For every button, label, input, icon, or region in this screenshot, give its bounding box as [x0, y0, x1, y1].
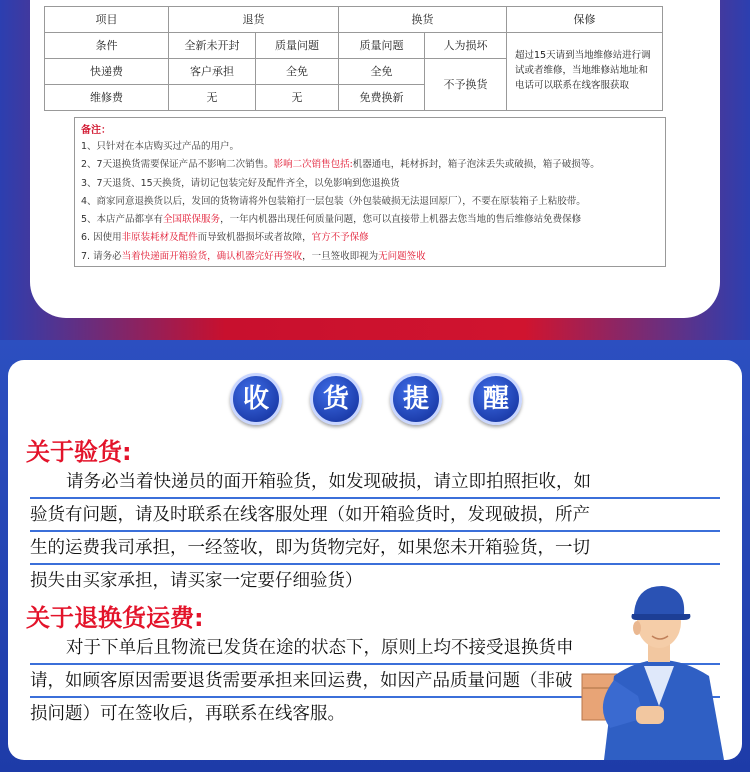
note-text: 4、商家同意退换货以后，发回的货物请将外包装箱打一层包装（外包装破损无法退回原厂），不要在原装箱子上粘胶带。: [81, 195, 586, 207]
title-char-badge: 醒: [470, 373, 522, 425]
row-label: 维修费: [45, 85, 169, 111]
row-label: 条件: [45, 33, 169, 59]
note-line: [81, 248, 659, 266]
table-cell: 客户承担: [169, 59, 256, 85]
notes-list: [81, 138, 659, 266]
note-highlight: 官方不予保修: [311, 232, 369, 244]
note-line: [81, 175, 659, 193]
table-cell: 无: [256, 85, 339, 111]
paragraph-line: 生的运费我司承担，一经签收，即为货物完好，如果您未开箱验货，一切: [30, 532, 720, 565]
note-text: 3、7天退货、15天换货，请切记包装完好及配件齐全，以免影响到您退换货: [81, 177, 400, 189]
header-warranty: 保修: [507, 7, 663, 33]
paragraph-line: 验货有问题，请及时联系在线客服处理（如开箱验货时，发现破损，所产: [30, 499, 720, 532]
note-text: 1、只针对在本店购买过产品的用户。: [81, 141, 240, 152]
paragraph-line: 损问题）可在签收后，再联系在线客服。: [30, 704, 345, 724]
note-text: 6. 因使用: [81, 232, 122, 244]
paragraph-line: 对于下单后且物流已发货在途的状态下，原则上均不接受退换货申: [30, 632, 720, 665]
note-text: ，一年内机器出现任何质量问题，您可以直接带上机器去您当地的售后维修站免费保修: [220, 214, 582, 226]
table-cell: 免费换新: [339, 85, 425, 111]
note-line: [81, 229, 659, 247]
title-char-badge: 货: [310, 373, 362, 425]
note-text: 机器通电，耗材拆封，箱子泡沫丢失或破损，箱子破损等。: [352, 159, 600, 171]
reminder-title: [228, 373, 528, 429]
table-row: [45, 33, 663, 59]
paragraph-line: 损失由买家承担，请买家一定要仔细验货）: [30, 571, 363, 591]
note-highlight: 影响二次销售包括:: [273, 159, 353, 171]
note-text: ，一旦签收即视为: [302, 250, 379, 262]
note-line: [81, 138, 659, 156]
return-policy-table: [44, 6, 663, 111]
warranty-description: 超过15天请到当地维修站进行调试或者维修，当地维修站地址和电话可以联系在线客服获取: [507, 33, 663, 111]
table-cell: 全免: [256, 59, 339, 85]
note-highlight: 无问题签收: [378, 250, 426, 262]
shipping-fee-heading: 关于退换货运费:: [26, 604, 204, 632]
deliveryman-illustration: [574, 556, 742, 760]
table-header-row: [45, 7, 663, 33]
header-item: 项目: [45, 7, 169, 33]
no-exchange-cell: 不予换货: [425, 59, 507, 111]
note-line: [81, 156, 659, 174]
paragraph-line: 请务必当着快递员的面开箱验货，如发现破损，请立即拍照拒收，如: [30, 466, 720, 499]
title-char-badge: 收: [230, 373, 282, 425]
inspection-heading: 关于验货:: [26, 438, 132, 466]
table-cell: 质量问题: [339, 33, 425, 59]
row-label: 快递费: [45, 59, 169, 85]
table-cell: 质量问题: [256, 33, 339, 59]
paragraph-line: 请，如顾客原因需要退货需要承担来回运费，如因产品质量问题（非破: [30, 665, 720, 698]
notes-title: 备注：: [81, 125, 111, 136]
note-text: 5、本店产品都享有: [81, 214, 164, 226]
note-text: 而导致机器损坏或者故障，: [197, 232, 312, 244]
table-cell: 全免: [339, 59, 425, 85]
header-exchange: 换货: [339, 7, 507, 33]
note-text: 2、7天退换货需要保证产品不影响二次销售。: [81, 159, 274, 171]
notes-box: [74, 117, 666, 267]
header-return: 退货: [169, 7, 339, 33]
table-cell: 全新未开封: [169, 33, 256, 59]
note-highlight: 非原装耗材及配件: [121, 232, 198, 244]
note-highlight: 当着快递面开箱验货，确认机器完好再签收: [121, 250, 303, 262]
note-line: [81, 193, 659, 211]
note-highlight: 全国联保服务: [163, 214, 221, 226]
note-line: [81, 211, 659, 229]
table-cell: 人为损坏: [425, 33, 507, 59]
reminder-card: [8, 360, 742, 760]
table-cell: 无: [169, 85, 256, 111]
title-char-badge: 提: [390, 373, 442, 425]
note-text: 7. 请务必: [81, 250, 122, 262]
